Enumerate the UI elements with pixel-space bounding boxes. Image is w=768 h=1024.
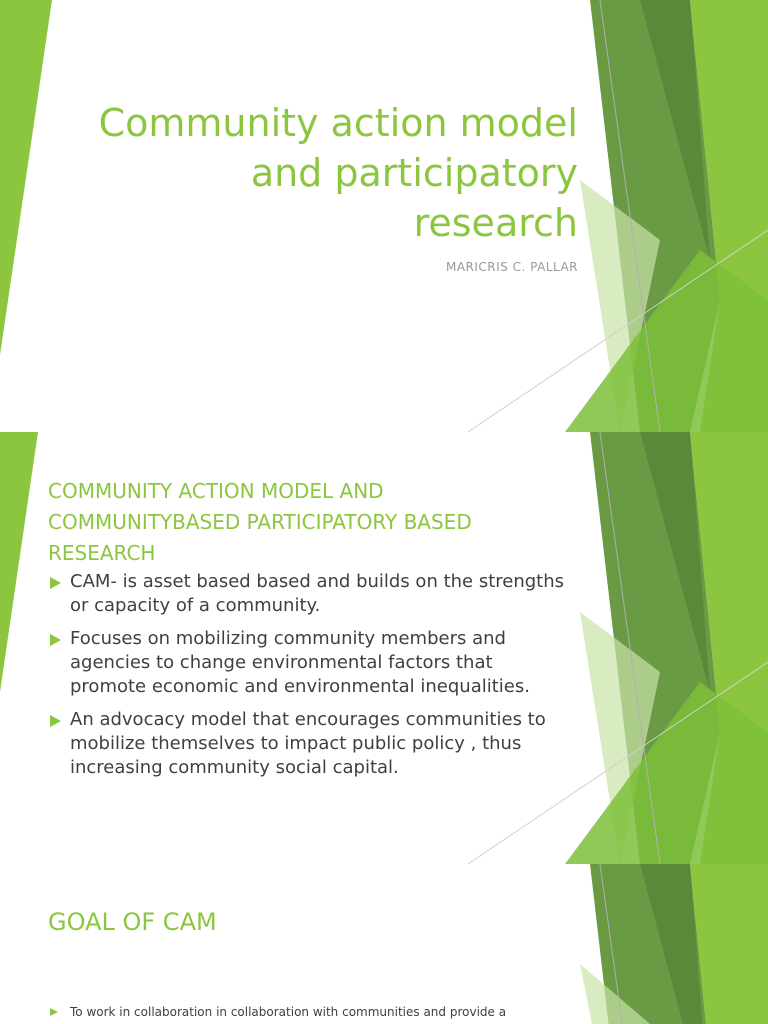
bullet-text: An advocacy model that encourages communities to mobilize themselves to impact public policy , thus increasing community social capital. [70,709,546,778]
slide-heading: GOAL OF CAM [48,908,217,936]
triangle-bullet-icon [50,715,61,727]
list-item [48,570,568,618]
green-triangle-decoration [0,864,768,1024]
list-item [48,708,568,780]
bullet-text: To work in collaboration in collaboration with communities and provide a [70,1005,507,1019]
bullet-text: CAM- is asset based based and builds on the strengths or capacity of a community. [70,571,565,616]
bullet-list [48,570,568,789]
list-item [48,627,568,699]
author-name: MARICRIS C. PALLAR [445,260,578,274]
title-slide [0,0,768,432]
content-slide [0,432,768,864]
bullet-text: Focuses on mobilizing community members and agencies to change environmental factors that promote economic and environmental inequalities. [70,628,530,697]
triangle-bullet-icon [50,577,61,589]
triangle-bullet-icon [50,1008,58,1016]
goal-slide [0,864,768,1024]
list-item [48,1004,590,1020]
triangle-bullet-icon [50,634,61,646]
slide-heading: COMMUNITY ACTION MODEL AND COMMUNITYBASED PARTICIPATORY BASED RESEARCH [48,479,472,565]
presentation-title: Community action model and participatory research [98,101,578,245]
